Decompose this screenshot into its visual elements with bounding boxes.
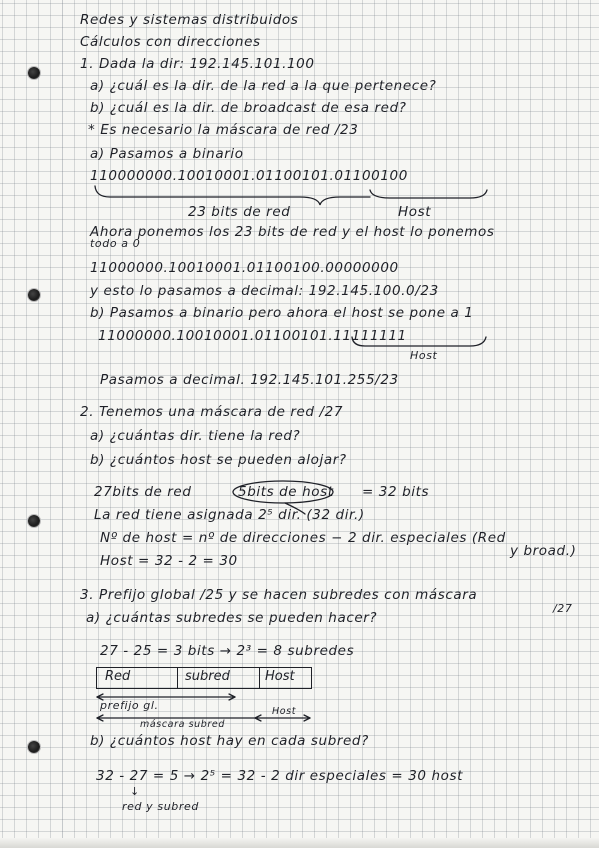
mascara-label: máscara subred <box>140 719 225 730</box>
question-3: 3. Prefijo global /25 y se hacen subredes con máscara <box>80 587 478 603</box>
page-title: Redes y sistemas distribuidos <box>80 12 299 28</box>
calc-addresses: La red tiene asignada 2⁵ dir. (32 dir.) <box>94 507 365 523</box>
note-mask: * Es necesario la máscara de red /23 <box>88 122 359 138</box>
step-1a: a) Pasamos a binario <box>90 146 244 162</box>
margin-line <box>62 0 63 848</box>
box-divider <box>259 668 260 688</box>
subtitle: Cálculos con direcciones <box>80 34 261 50</box>
question-1b: b) ¿cuál es la dir. de broadcast de esa red? <box>90 100 407 116</box>
punch-hole <box>28 515 40 527</box>
calc-host-formula-2: y broad.) <box>510 543 577 559</box>
calc-hosts-subnet: 32 - 27 = 5 → 2⁵ = 32 - 2 dir especiales = 30 host <box>96 768 464 784</box>
binary-broadcast: 11000000.10010001.01100101.11111111 <box>98 328 407 344</box>
red-subred-label: red y subred <box>122 800 199 813</box>
explanation-1: Ahora ponemos los 23 bits de red y el host lo ponemos <box>90 224 495 240</box>
down-arrow: ↓ <box>130 785 140 798</box>
box-divider <box>177 668 178 688</box>
brace-red <box>95 186 370 205</box>
calc-host-formula: Nº de host = nº de direcciones − 2 dir. especiales (Red <box>100 530 506 546</box>
host-arrow-label: Host <box>272 706 297 717</box>
bits-red-label: 23 bits de red <box>188 204 291 220</box>
question-3a: a) ¿cuántas subredes se pueden hacer? <box>86 610 378 626</box>
question-3-mask: /27 <box>553 602 573 615</box>
question-1: 1. Dada la dir: 192.145.101.100 <box>80 56 315 72</box>
binary-network: 11000000.10010001.01100100.00000000 <box>90 260 399 276</box>
punch-hole <box>28 289 40 301</box>
question-2: 2. Tenemos una máscara de red /27 <box>80 404 344 420</box>
calc-total-bits: = 32 bits <box>362 484 430 500</box>
question-3b: b) ¿cuántos host hay en cada subred? <box>90 733 369 749</box>
question-2b: b) ¿cuántos host se pueden alojar? <box>90 452 347 468</box>
brace-host <box>370 190 487 198</box>
page-edge <box>0 838 599 848</box>
box-subred: subred <box>185 669 230 684</box>
box-host: Host <box>265 669 295 684</box>
decimal-network: y esto lo pasamos a decimal: 192.145.100.0/23 <box>90 283 439 299</box>
binary-address: 110000000.10010001.01100101.01100100 <box>90 168 408 184</box>
calc-bits-red: 27bits de red <box>94 484 192 500</box>
explanation-2: todo a 0 <box>90 237 141 250</box>
prefijo-label: prefijo gl. <box>100 699 159 712</box>
punch-hole <box>28 67 40 79</box>
host-label: Host <box>398 204 432 220</box>
subnet-diagram <box>96 667 312 689</box>
calc-bits-host: 5bits de host <box>238 484 334 500</box>
host-label-2: Host <box>410 349 438 362</box>
punch-hole <box>28 741 40 753</box>
calc-host-result: Host = 32 - 2 = 30 <box>100 553 238 569</box>
calc-subnets: 27 - 25 = 3 bits → 2³ = 8 subredes <box>100 643 355 659</box>
question-2a: a) ¿cuántas dir. tiene la red? <box>90 428 301 444</box>
step-1b: b) Pasamos a binario pero ahora el host se pone a 1 <box>90 305 474 321</box>
question-1a: a) ¿cuál es la dir. de la red a la que pertenece? <box>90 78 437 94</box>
box-red: Red <box>105 669 131 684</box>
decimal-broadcast: Pasamos a decimal. 192.145.101.255/23 <box>100 372 399 388</box>
